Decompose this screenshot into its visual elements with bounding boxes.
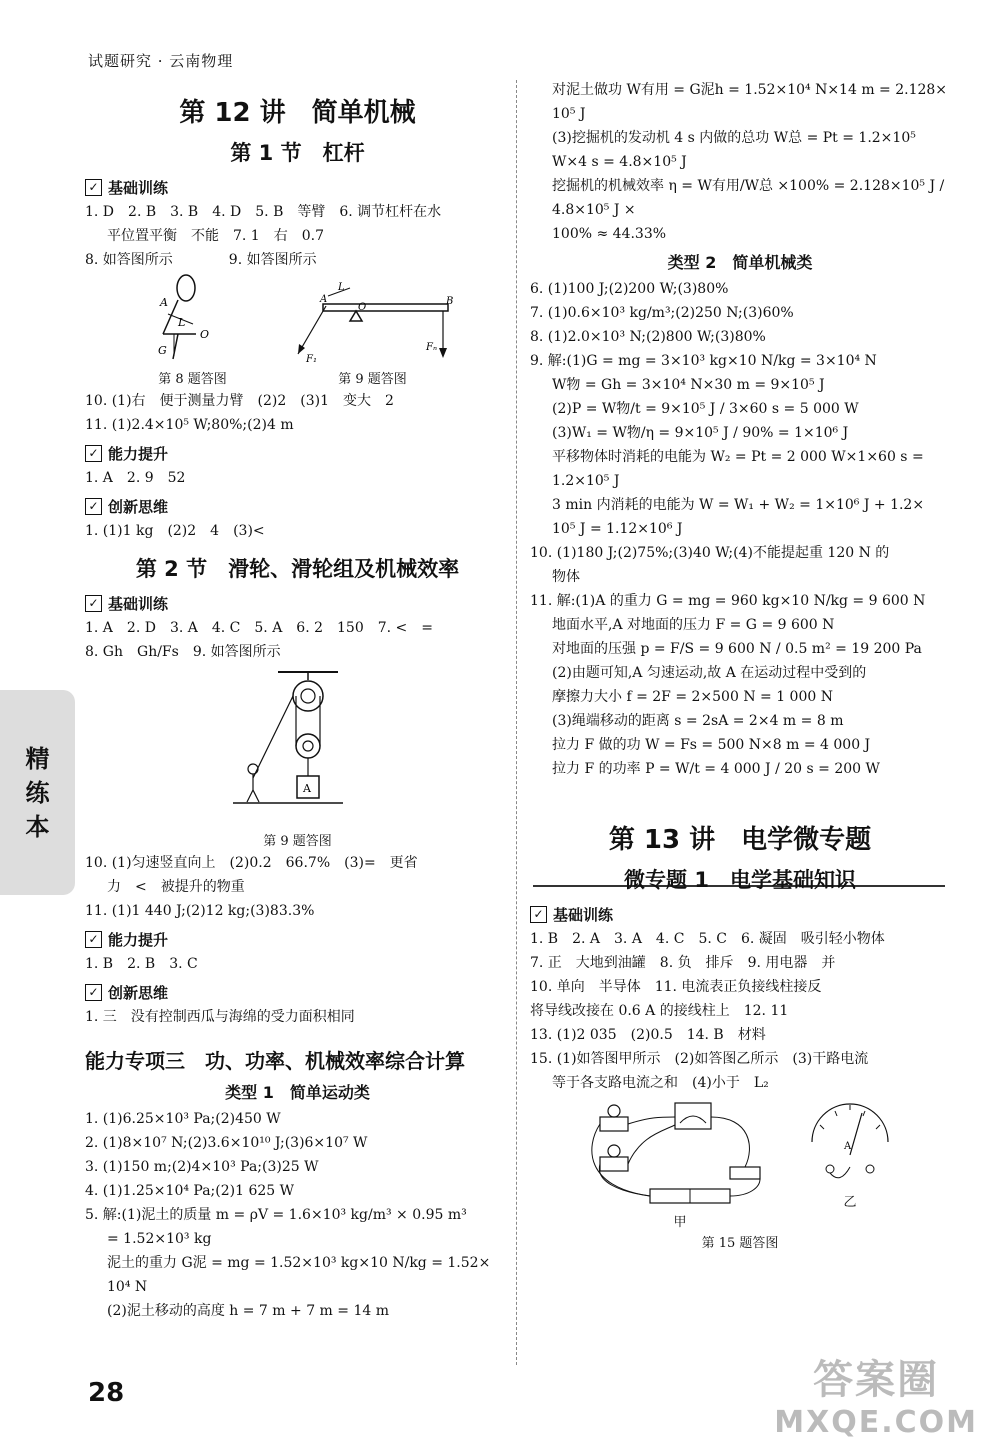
answer-line: 泥土的重力 G泥 = mg = 1.52×10³ kg×10 N/kg = 1.52× [107,1255,491,1271]
special-topic-title: 能力专项三 功、功率、机械效率综合计算 [85,1049,465,1073]
answer-line: 1. B 2. B 3. C [85,956,198,972]
answer-line: 地面水平,A 对地面的压力 F = G = 9 600 N [552,617,835,633]
answer-line: 1. (1)6.25×10³ Pa;(2)450 W [85,1111,281,1127]
figure-caption: 第 8 题答图 [158,372,227,387]
answer-line: 10. (1)匀速竖直向上 (2)0.2 66.7% (3)= 更省 [85,855,418,871]
answer-line: 挖掘机的机械效率 η = W有用/W总 ×100% = 2.128×10⁵ J / 4.8×10⁵ J × [552,178,949,218]
answer-line: 5. 解:(1)泥土的质量 m = ρV = 1.6×10³ kg/m³ × 0.95 m³ [85,1207,467,1223]
subsection-heading: ✓ 创新思维 [85,982,510,1003]
type-title: 类型 2 简单机械类 [667,253,813,272]
side-tab-char: 练 [25,778,50,807]
subsection-heading: ✓ 基础训练 [85,177,510,198]
answer-line: 10⁵ J = 1.12×10⁶ J [552,521,683,537]
svg-text:A: A [159,296,168,309]
answer-line: 对地面的压强 p = F/S = 9 600 N / 0.5 m² = 19 200 Pa [552,641,922,657]
answer-line: 8. 如答图所示 9. 如答图所示 [85,252,317,268]
figure-9-diagram [288,274,458,364]
circuit-diagram [580,1097,780,1207]
left-column [85,78,510,1323]
answer-line: 物体 [552,569,580,585]
answer-line: 11. 解:(1)A 的重力 G = mg = 960 kg×10 N/kg = 9 600 N [530,593,926,609]
answer-line: 1. 三 没有控制西瓜与海绵的受力面积相同 [85,1009,355,1025]
svg-text:F₁: F₁ [305,354,317,364]
answer-line: (2)P = W物/t = 9×10⁵ J / 3×60 s = 5 000 W [552,401,859,417]
side-tab-char: 本 [25,812,50,841]
answer-line: 拉力 F 的功率 P = W/t = 4 000 J / 20 s = 200 W [552,761,880,777]
svg-text:A: A [844,1141,852,1152]
figure-row [85,666,510,849]
subsection-heading: ✓ 创新思维 [85,496,510,517]
answer-line: 等于各支路电流之和 (4)小于 L₂ [552,1075,769,1091]
answer-line: 摩擦力大小 f = 2F = 2×500 N = 1 000 N [552,689,833,705]
lecture-title: 第 12 讲 简单机械 [179,98,416,128]
answer-line: 1.2×10⁵ J [552,473,620,489]
figure-row [530,1097,950,1230]
answer-line: (2)泥土移动的高度 h = 7 m + 7 m = 14 m [107,1303,389,1319]
svg-text:A: A [302,782,311,795]
subsection-heading: ✓ 基础训练 [530,904,950,925]
figure-9 [288,274,458,387]
answer-line: 11. (1)1 440 J;(2)12 kg;(3)83.3% [85,903,315,919]
right-column [530,78,950,1251]
answer-line: 100% ≈ 44.33% [552,226,667,242]
svg-text:B: B [445,296,453,307]
page-number: 28 [88,1378,125,1408]
answer-line: 10. (1)180 J;(2)75%;(3)40 W;(4)不能提起重 120 N 的 [530,545,890,561]
checkbox-icon: ✓ [85,179,102,196]
answer-line: 1. A 2. D 3. A 4. C 5. A 6. 2 150 7. < = [85,620,434,636]
subsection-heading: ✓ 能力提升 [85,929,510,950]
answer-line: 1. (1)1 kg (2)2 4 (3)< [85,523,265,539]
side-tab [0,690,75,895]
figure-row [85,274,510,387]
svg-text:O: O [357,302,366,313]
lecture-title: 第 13 讲 电学微专题 [608,825,872,855]
checkbox-icon: ✓ [85,931,102,948]
answer-line: 10. 单向 半导体 11. 电流表正负接线柱接反 [530,979,822,995]
answer-line: = 1.52×10³ kg [107,1231,212,1247]
answer-line: (3)W₁ = W物/η = 9×10⁵ J / 90% = 1×10⁶ J [552,425,849,441]
answer-line: 1. B 2. A 3. A 4. C 5. C 6. 凝固 吸引轻小物体 [530,931,885,947]
figure-8 [138,274,248,387]
answer-line: 8. Gh Gh/Fs 9. 如答图所示 [85,644,281,660]
answer-line: 平移物体时消耗的电能为 W₂ = Pt = 2 000 W×1×60 s = [552,449,924,465]
answer-line: 15. (1)如答图甲所示 (2)如答图乙所示 (3)干路电流 [530,1051,869,1067]
answer-line: W物 = Gh = 3×10⁴ N×30 m = 9×10⁵ J [552,377,825,393]
figure-label: 乙 [843,1195,857,1210]
section-title: 微专题 1 电学基础知识 [624,868,856,892]
answer-line: 10⁴ N [107,1279,148,1295]
svg-text:L: L [337,282,345,293]
checkbox-icon: ✓ [85,984,102,1001]
figure-label: 甲 [673,1215,687,1230]
side-tab-char: 精 [25,744,50,773]
answer-line: 将导线改接在 0.6 A 的接线柱上 12. 11 [530,1003,789,1019]
answer-line: 10. (1)右 便于测量力臂 (2)2 (3)1 变大 2 [85,393,394,409]
answer-line: 4. (1)1.25×10⁴ Pa;(2)1 625 W [85,1183,295,1199]
section-title: 第 2 节 滑轮、滑轮组及机械效率 [135,557,460,581]
answer-line: (3)挖掘机的发动机 4 s 内做的总功 W总 = Pt = 1.2×10⁵ [552,130,916,146]
ammeter-diagram [800,1097,900,1187]
running-header: 试题研究 · 云南物理 [88,52,234,70]
watermark-text: MXQE.COM [774,1405,978,1440]
figure-15-jia [580,1097,780,1230]
column-divider [516,80,517,1365]
answer-line: 8. (1)2.0×10³ N;(2)800 W;(3)80% [530,329,766,345]
subsection-heading: ✓ 基础训练 [85,593,510,614]
checkbox-icon: ✓ [530,906,547,923]
answer-line: 10⁵ J [552,106,586,122]
figure-caption: 第 9 题答图 [263,834,332,849]
answer-line: 力 < 被提升的物重 [107,879,245,895]
answer-line: 3. (1)150 m;(2)4×10³ Pa;(3)25 W [85,1159,319,1175]
section-title: 第 1 节 杠杆 [230,141,365,165]
answer-line: 拉力 F 做的功 W = Fs = 500 N×8 m = 4 000 J [552,737,871,753]
svg-text:Fₙ: Fₙ [425,342,437,353]
figure-caption: 第 9 题答图 [338,372,407,387]
answer-line: 7. 正 大地到油罐 8. 负 排斥 9. 用电器 并 [530,955,836,971]
answer-line: 2. (1)8×10⁷ N;(2)3.6×10¹⁰ J;(3)6×10⁷ W [85,1135,368,1151]
answer-line: 1. D 2. B 3. B 4. D 5. B 等臂 6. 调节杠杆在水 [85,204,442,220]
answer-line: 3 min 内消耗的电能为 W = W₁ + W₂ = 1×10⁶ J + 1.2× [552,497,925,513]
answer-line: W×4 s = 4.8×10⁵ J [552,154,687,170]
answer-line: 13. (1)2 035 (2)0.5 14. B 材料 [530,1027,766,1043]
pulley-diagram [223,666,373,826]
answer-line: 11. (1)2.4×10⁵ W;80%;(2)4 m [85,417,294,433]
svg-text:O: O [199,328,209,341]
svg-text:A: A [319,294,327,305]
svg-text:L: L [177,316,185,329]
answer-line: (2)由题可知,A 匀速运动,故 A 在运动过程中受到的 [552,665,867,681]
figure-8-diagram [138,274,248,364]
figure-9-pulley [223,666,373,849]
watermark-text: 答案圈 [813,1357,940,1403]
figure-15-yi [800,1097,900,1230]
svg-text:G: G [157,344,167,357]
subsection-heading: ✓ 能力提升 [85,443,510,464]
answer-line: 1. A 2. 9 52 [85,470,186,486]
answer-line: 7. (1)0.6×10³ kg/m³;(2)250 N;(3)60% [530,305,794,321]
answer-line: 对泥土做功 W有用 = G泥h = 1.52×10⁴ N×14 m = 2.128× [552,82,948,98]
watermark-logo [774,1348,978,1440]
answer-line: 平位置平衡 不能 7. 1 右 0.7 [107,228,324,244]
type-title: 类型 1 简单运动类 [225,1083,370,1102]
checkbox-icon: ✓ [85,595,102,612]
figure-caption: 第 15 题答图 [701,1236,779,1251]
checkbox-icon: ✓ [85,498,102,515]
answer-line: (3)绳端移动的距离 s = 2sA = 2×4 m = 8 m [552,713,844,729]
answer-line: 9. 解:(1)G = mg = 3×10³ kg×10 N/kg = 3×10⁴ N [530,353,877,369]
answer-line: 6. (1)100 J;(2)200 W;(3)80% [530,281,729,297]
checkbox-icon: ✓ [85,445,102,462]
